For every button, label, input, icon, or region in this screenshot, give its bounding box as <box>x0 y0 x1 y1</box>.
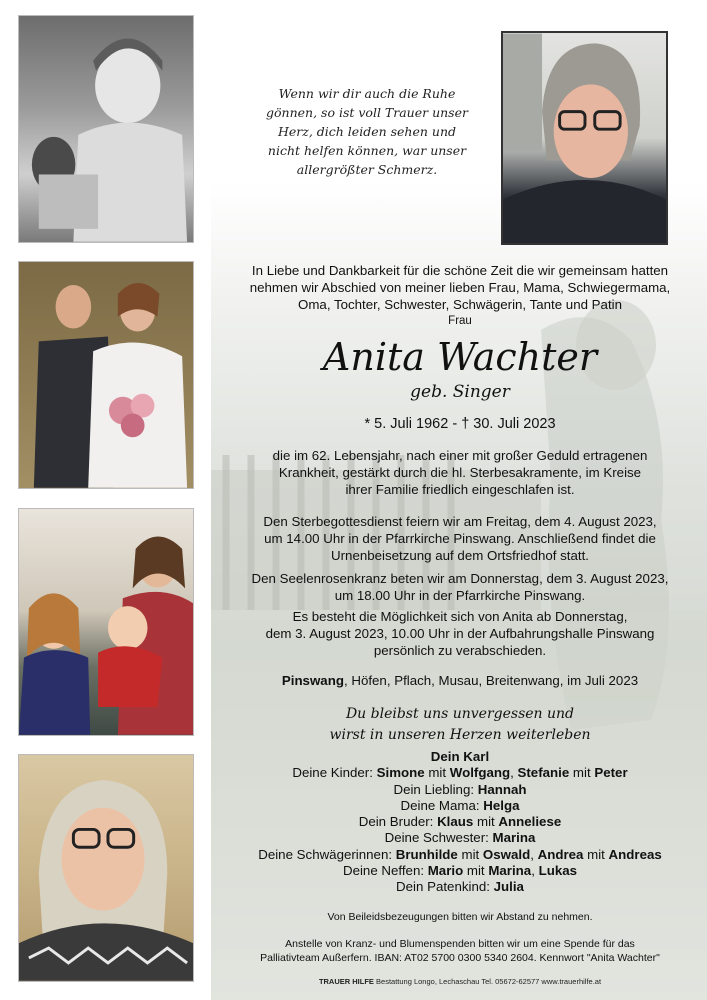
closing-verse <box>230 704 690 746</box>
brother-label: Dein Bruder: <box>358 814 438 830</box>
farewell-line: dem 3. August 2023, 10.00 Uhr in der Aufbahrungshalle Pinswang <box>265 626 655 641</box>
partner-name: Marina <box>488 863 532 879</box>
connector: mit <box>569 765 595 781</box>
family-row-godchild <box>230 879 690 895</box>
poem-line: Herz, dich leiden sehen und <box>277 124 457 139</box>
brother-name: Klaus <box>437 814 474 830</box>
connector: mit <box>583 846 609 862</box>
childhood-photo-graphic <box>19 16 193 242</box>
poem-line: Wenn wir dir auch die Ruhe <box>278 86 456 101</box>
footer-brand: TRAUER HILFE <box>318 977 374 986</box>
children-label: Deine Kinder: <box>292 765 377 781</box>
family-row-children <box>230 765 690 781</box>
funeral-line: Den Sterbegottesdienst feiern wir am Freitag, dem 4. August 2023, <box>263 514 657 529</box>
nephew-name: Mario <box>427 863 464 879</box>
poem-line: allergrößter Schmerz. <box>296 162 438 177</box>
photo-column <box>0 0 211 1000</box>
connector: mit <box>457 846 483 862</box>
rosary-info <box>230 570 690 604</box>
family-row-darling <box>230 782 690 798</box>
portrait-photo <box>501 31 668 245</box>
intro-text <box>230 262 690 313</box>
sister-name: Marina <box>492 830 536 846</box>
funeral-line: um 14.00 Uhr in der Pfarrkirche Pinswang. Anschließend findet die <box>264 531 656 546</box>
places-line <box>230 672 690 689</box>
condolence-note: Von Beileidsbezeugungen bitten wir Abstand zu nehmen. <box>327 911 593 923</box>
connector: mit <box>473 814 499 830</box>
godchild-label: Dein Patenkind: <box>396 879 494 895</box>
separator: , <box>531 863 539 879</box>
funeral-line: Urnenbeisetzung auf dem Ortsfriedhof statt. <box>331 548 589 563</box>
darling-label: Dein Liebling: <box>393 781 478 797</box>
childhood-photo <box>18 15 194 243</box>
godchild-name: Julia <box>493 879 524 895</box>
inlaw-name: Andrea <box>537 846 584 862</box>
intro-line: Oma, Tochter, Schwester, Schwägerin, Tante und Patin <box>298 297 622 312</box>
inlaws-label: Deine Schwägerinnen: <box>258 846 396 862</box>
family-row-mother <box>230 798 690 814</box>
life-dates: * 5. Juli 1962 - † 30. Juli 2023 <box>364 416 556 432</box>
family-row-brother <box>230 814 690 830</box>
partner-name: Wolfgang <box>449 765 511 781</box>
mother-name: Helga <box>483 797 520 813</box>
recent-photo-graphic <box>19 755 193 981</box>
family-row-husband <box>230 749 690 765</box>
funeral-info <box>230 513 690 564</box>
footer <box>230 977 690 986</box>
deceased-name: Anita Wachter <box>322 335 598 379</box>
sister-label: Deine Schwester: <box>384 830 493 846</box>
inlaw-name: Brunhilde <box>395 846 458 862</box>
separator: , <box>510 765 518 781</box>
birth-name: geb. Singer <box>410 382 510 402</box>
nephew-name: Lukas <box>538 863 578 879</box>
donation-line: Palliativteam Außerfern. IBAN: AT02 5700 0300 5340 2604. Kennwort "Anita Wachter" <box>260 952 660 964</box>
connector: mit <box>463 863 489 879</box>
intro-line: In Liebe und Dankbarkeit für die schöne Zeit die wir gemeinsam hatten <box>251 263 669 278</box>
death-notice-line: ihrer Familie friedlich eingeschlafen ist. <box>345 482 575 497</box>
nephews-label: Deine Neffen: <box>342 863 428 879</box>
child-name: Simone <box>376 765 425 781</box>
family-row-nephews <box>230 863 690 879</box>
footer-text: Bestattung Longo, Lechaschau Tel. 05672-62577 www.trauerhilfe.at <box>373 977 602 986</box>
family-row-sister <box>230 830 690 846</box>
farewell-info <box>230 608 690 659</box>
family-photo-graphic <box>19 509 193 735</box>
partner-name: Peter <box>594 765 628 781</box>
poem-line: gönnen, so ist voll Trauer unser <box>266 105 468 120</box>
darling-name: Hannah <box>477 781 527 797</box>
closing-line: wirst in unseren Herzen weiterleben <box>329 727 591 743</box>
death-notice-line: die im 62. Lebensjahr, nach einer mit großer Geduld ertragenen <box>272 448 648 463</box>
rosary-line: um 18.00 Uhr in der Pfarrkirche Pinswang. <box>334 588 586 603</box>
wedding-photo <box>18 261 194 489</box>
family-list <box>230 749 690 896</box>
portrait-photo-graphic <box>503 33 666 243</box>
title-frau: Frau <box>448 315 472 327</box>
closing-line: Du bleibst uns unvergessen und <box>345 706 575 722</box>
partner-name: Oswald <box>482 846 531 862</box>
child-name: Stefanie <box>517 765 570 781</box>
recent-photo <box>18 754 194 982</box>
partner-name: Andreas <box>608 846 662 862</box>
donation-line: Anstelle von Kranz- und Blumenspenden bitten wir um eine Spende für das <box>285 938 635 950</box>
places-main: Pinswang <box>281 673 344 688</box>
partner-name: Anneliese <box>498 814 562 830</box>
farewell-line: persönlich zu verabschieden. <box>373 643 547 658</box>
connector: mit <box>424 765 450 781</box>
separator: , <box>530 846 538 862</box>
husband-name: Dein Karl <box>430 749 490 764</box>
family-photo <box>18 508 194 736</box>
death-notice-line: Krankheit, gestärkt durch die hl. Sterbesakramente, im Kreise <box>278 465 642 480</box>
death-notice <box>230 447 690 498</box>
rosary-line: Den Seelenrosenkranz beten wir am Donnerstag, dem 3. August 2023, <box>251 571 669 586</box>
intro-line: nehmen wir Abschied von meiner lieben Frau, Mama, Schwiegermama, <box>249 280 671 295</box>
family-row-inlaws <box>230 847 690 863</box>
wedding-photo-graphic <box>19 262 193 488</box>
poem-line: nicht helfen können, war unser <box>267 143 467 158</box>
mother-label: Deine Mama: <box>400 797 484 813</box>
places-rest: , Höfen, Pflach, Musau, Breitenwang, im Juli 2023 <box>343 673 639 688</box>
farewell-line: Es besteht die Möglichkeit sich von Anita ab Donnerstag, <box>292 609 628 624</box>
poem <box>252 84 482 179</box>
donation-note <box>230 937 690 965</box>
